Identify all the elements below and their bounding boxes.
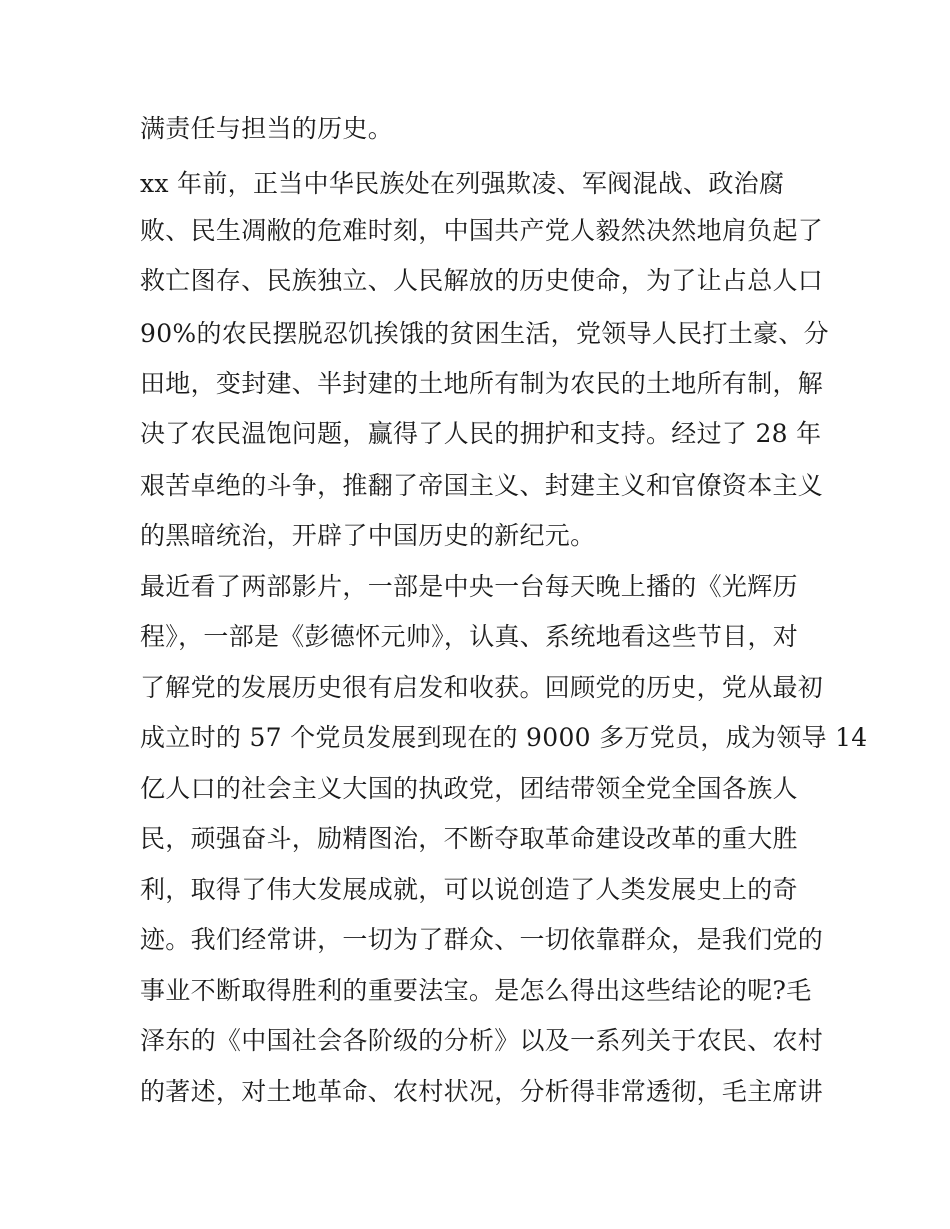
text-line: 迹。我们经常讲，一切为了群众、一切依靠群众，是我们党的	[140, 925, 824, 954]
text-line: 的著述，对土地革命、农村状况，分析得非常透彻，毛主席讲	[140, 1077, 824, 1106]
text-line: 90%的农民摆脱忍饥挨饿的贫困生活，党领导人民打土豪、分	[140, 319, 829, 348]
text-line: 利，取得了伟大发展成就，可以说创造了人类发展史上的奇	[140, 875, 798, 904]
text-line: 成立时的 57 个党员发展到现在的 9000 多万党员，成为领导 14	[140, 723, 868, 752]
text-line: 满责任与担当的历史。	[140, 114, 394, 143]
text-line: 田地，变封建、半封建的土地所有制为农民的土地所有制，解	[140, 369, 824, 398]
text-line: 最近看了两部影片，一部是中央一台每天晚上播的《光辉历	[140, 572, 798, 601]
text-line: 的黑暗统治，开辟了中国历史的新纪元。	[140, 521, 596, 550]
text-line: 民，顽强奋斗，励精图治，不断夺取革命建设改革的重大胜	[140, 824, 798, 853]
text-line: 败、民生凋敝的危难时刻，中国共产党人毅然决然地肩负起了	[140, 216, 824, 245]
text-line: 亿人口的社会主义大国的执政党，团结带领全党全国各族人	[140, 774, 798, 803]
text-line: 了解党的发展历史很有启发和收获。回顾党的历史，党从最初	[140, 673, 824, 702]
text-line: 决了农民温饱问题，赢得了人民的拥护和支持。经过了 28 年	[140, 419, 822, 448]
text-line: 救亡图存、民族独立、人民解放的历史使命，为了让占总人口	[140, 266, 824, 295]
text-line: 泽东的《中国社会各阶级的分析》以及一系列关于农民、农村	[140, 1026, 824, 1055]
text-line: 程》，一部是《彭德怀元帅》，认真、系统地看这些节目，对	[140, 622, 799, 651]
text-line: 事业不断取得胜利的重要法宝。是怎么得出这些结论的呢?毛	[140, 976, 812, 1005]
text-line: xx 年前，正当中华民族处在列强欺凌、军阀混战、政治腐	[140, 169, 785, 198]
text-line: 艰苦卓绝的斗争，推翻了帝国主义、封建主义和官僚资本主义	[140, 471, 824, 500]
